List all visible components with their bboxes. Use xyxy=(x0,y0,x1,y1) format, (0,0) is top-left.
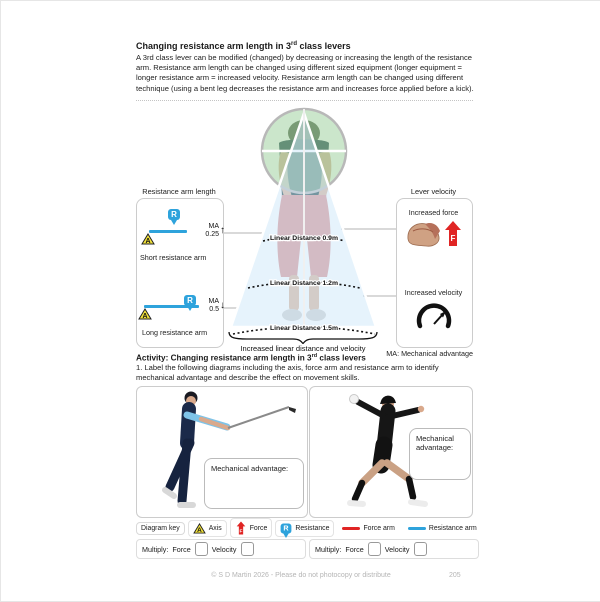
axis-letter: A xyxy=(145,238,151,245)
force-checkbox[interactable] xyxy=(195,542,208,556)
arc-label: Linear Distance 1.5m xyxy=(270,325,338,332)
page-title xyxy=(136,41,476,51)
velocity-checkbox[interactable] xyxy=(414,542,427,556)
diagram-key-label: Diagram key xyxy=(141,524,180,532)
resistance-letter: R xyxy=(171,210,177,219)
ma-value-long xyxy=(197,298,219,314)
resistance-arm-label: Resistance arm xyxy=(428,524,477,532)
long-arm-label: Long resistance arm xyxy=(142,328,208,337)
multiply-box-left xyxy=(136,539,306,559)
activity-title-end: class levers xyxy=(317,353,366,363)
resistance-letter: R xyxy=(283,523,289,533)
ma-number: 0.5 xyxy=(209,306,219,314)
ma-note: MA: Mechanical advantage xyxy=(386,349,473,358)
axis-triangle-icon xyxy=(141,233,155,245)
activity-title-text: Activity: Changing resistance arm length in 3 xyxy=(136,353,312,363)
multiply-force-label: Force xyxy=(345,544,364,554)
multiply-label: Multiply: xyxy=(315,544,342,554)
multiply-force-label: Force xyxy=(172,544,191,554)
activity-title-sup: rd xyxy=(311,353,318,359)
ma-label: MA xyxy=(208,298,219,305)
mechanical-advantage-field-throw[interactable]: Mechanical advantage: xyxy=(409,428,471,480)
page-title-end: class levers xyxy=(297,41,351,51)
footer-copyright: © S D Martin 2026 - Please do not photocopy or distribute xyxy=(211,572,391,579)
right-panel-title: Lever velocity xyxy=(410,187,457,196)
arc-label: Linear Distance 1.2m xyxy=(270,280,338,287)
figure-caption: Increased linear distance and velocity xyxy=(240,344,366,353)
key-item-force-arm xyxy=(337,522,399,535)
diagram-key-title xyxy=(136,522,185,535)
force-letter: F xyxy=(450,234,456,243)
activity-instruction: 1. Label the following diagrams including the axis, force arm and resistance arm to identify mechanical advantage and describe the effect on movement skills. xyxy=(136,363,439,383)
golfer-cone-figure xyxy=(223,99,383,345)
increased-velocity-label: Increased velocity xyxy=(404,288,463,297)
page-title-text: Changing resistance arm length in 3 xyxy=(136,41,292,51)
page-title-sup: rd xyxy=(291,41,298,47)
force-label: Force xyxy=(249,524,268,532)
ma-number: 0.25 xyxy=(205,231,219,239)
resistance-arm-panel xyxy=(136,198,224,348)
ma-value-short xyxy=(195,223,219,239)
multiply-label: Multiply: xyxy=(142,544,169,554)
axis-letter: A xyxy=(142,313,148,320)
long-resistance-arm-line xyxy=(144,305,199,308)
axis-label: Axis xyxy=(208,524,222,532)
increased-force-label: Increased force xyxy=(408,208,459,217)
force-checkbox[interactable] xyxy=(368,542,381,556)
axis-triangle-icon xyxy=(193,523,206,534)
ma-label: MA xyxy=(208,223,219,230)
multiply-box-right xyxy=(309,539,479,559)
velocity-checkbox[interactable] xyxy=(241,542,254,556)
underbrace xyxy=(227,331,379,344)
key-item-axis xyxy=(188,520,227,537)
mechanical-advantage-field-golf[interactable]: Mechanical advantage: xyxy=(204,458,304,509)
force-arm-line-icon xyxy=(342,527,360,530)
resistance-label: Resistance xyxy=(295,524,330,532)
axis-triangle-icon xyxy=(138,308,152,320)
diagram-key xyxy=(136,518,477,538)
activity-title xyxy=(136,353,476,363)
key-item-resistance-arm xyxy=(403,522,482,535)
multiply-velocity-label: Velocity xyxy=(211,544,237,554)
multiply-velocity-label: Velocity xyxy=(384,544,410,554)
force-arm-label: Force arm xyxy=(363,524,395,532)
speedometer-icon xyxy=(413,300,455,330)
muscle-arm-icon xyxy=(405,219,463,251)
force-letter: F xyxy=(239,529,243,535)
arc-label: Linear Distance 0.9m xyxy=(270,235,338,242)
ma-down-arrow: ↓ xyxy=(220,300,225,311)
force-arrow-icon xyxy=(235,521,247,535)
short-arm-label: Short resistance arm xyxy=(140,253,207,262)
resistance-letter: R xyxy=(187,296,193,305)
key-item-force xyxy=(230,518,273,538)
key-item-resistance xyxy=(275,520,334,537)
resistance-pin-icon xyxy=(281,523,292,533)
resistance-arm-line-icon xyxy=(408,527,426,530)
left-panel-title: Resistance arm length xyxy=(142,187,216,196)
ma-up-arrow: ↑ xyxy=(220,225,225,236)
resistance-pin-icon xyxy=(168,209,180,220)
page-number: 205 xyxy=(449,572,461,579)
axis-letter: A xyxy=(196,526,202,534)
intro-paragraph: A 3rd class lever can be modified (changed) by decreasing or increasing the length of the resistance arm. Resistance arm length can be changed using different sized equipment (longer equipment = longer resistance arm = increased velocity. Resistance arm length can be changed using different technique (using a bent leg decreases the resistance arm and increases force applied before a kick). xyxy=(136,53,474,93)
